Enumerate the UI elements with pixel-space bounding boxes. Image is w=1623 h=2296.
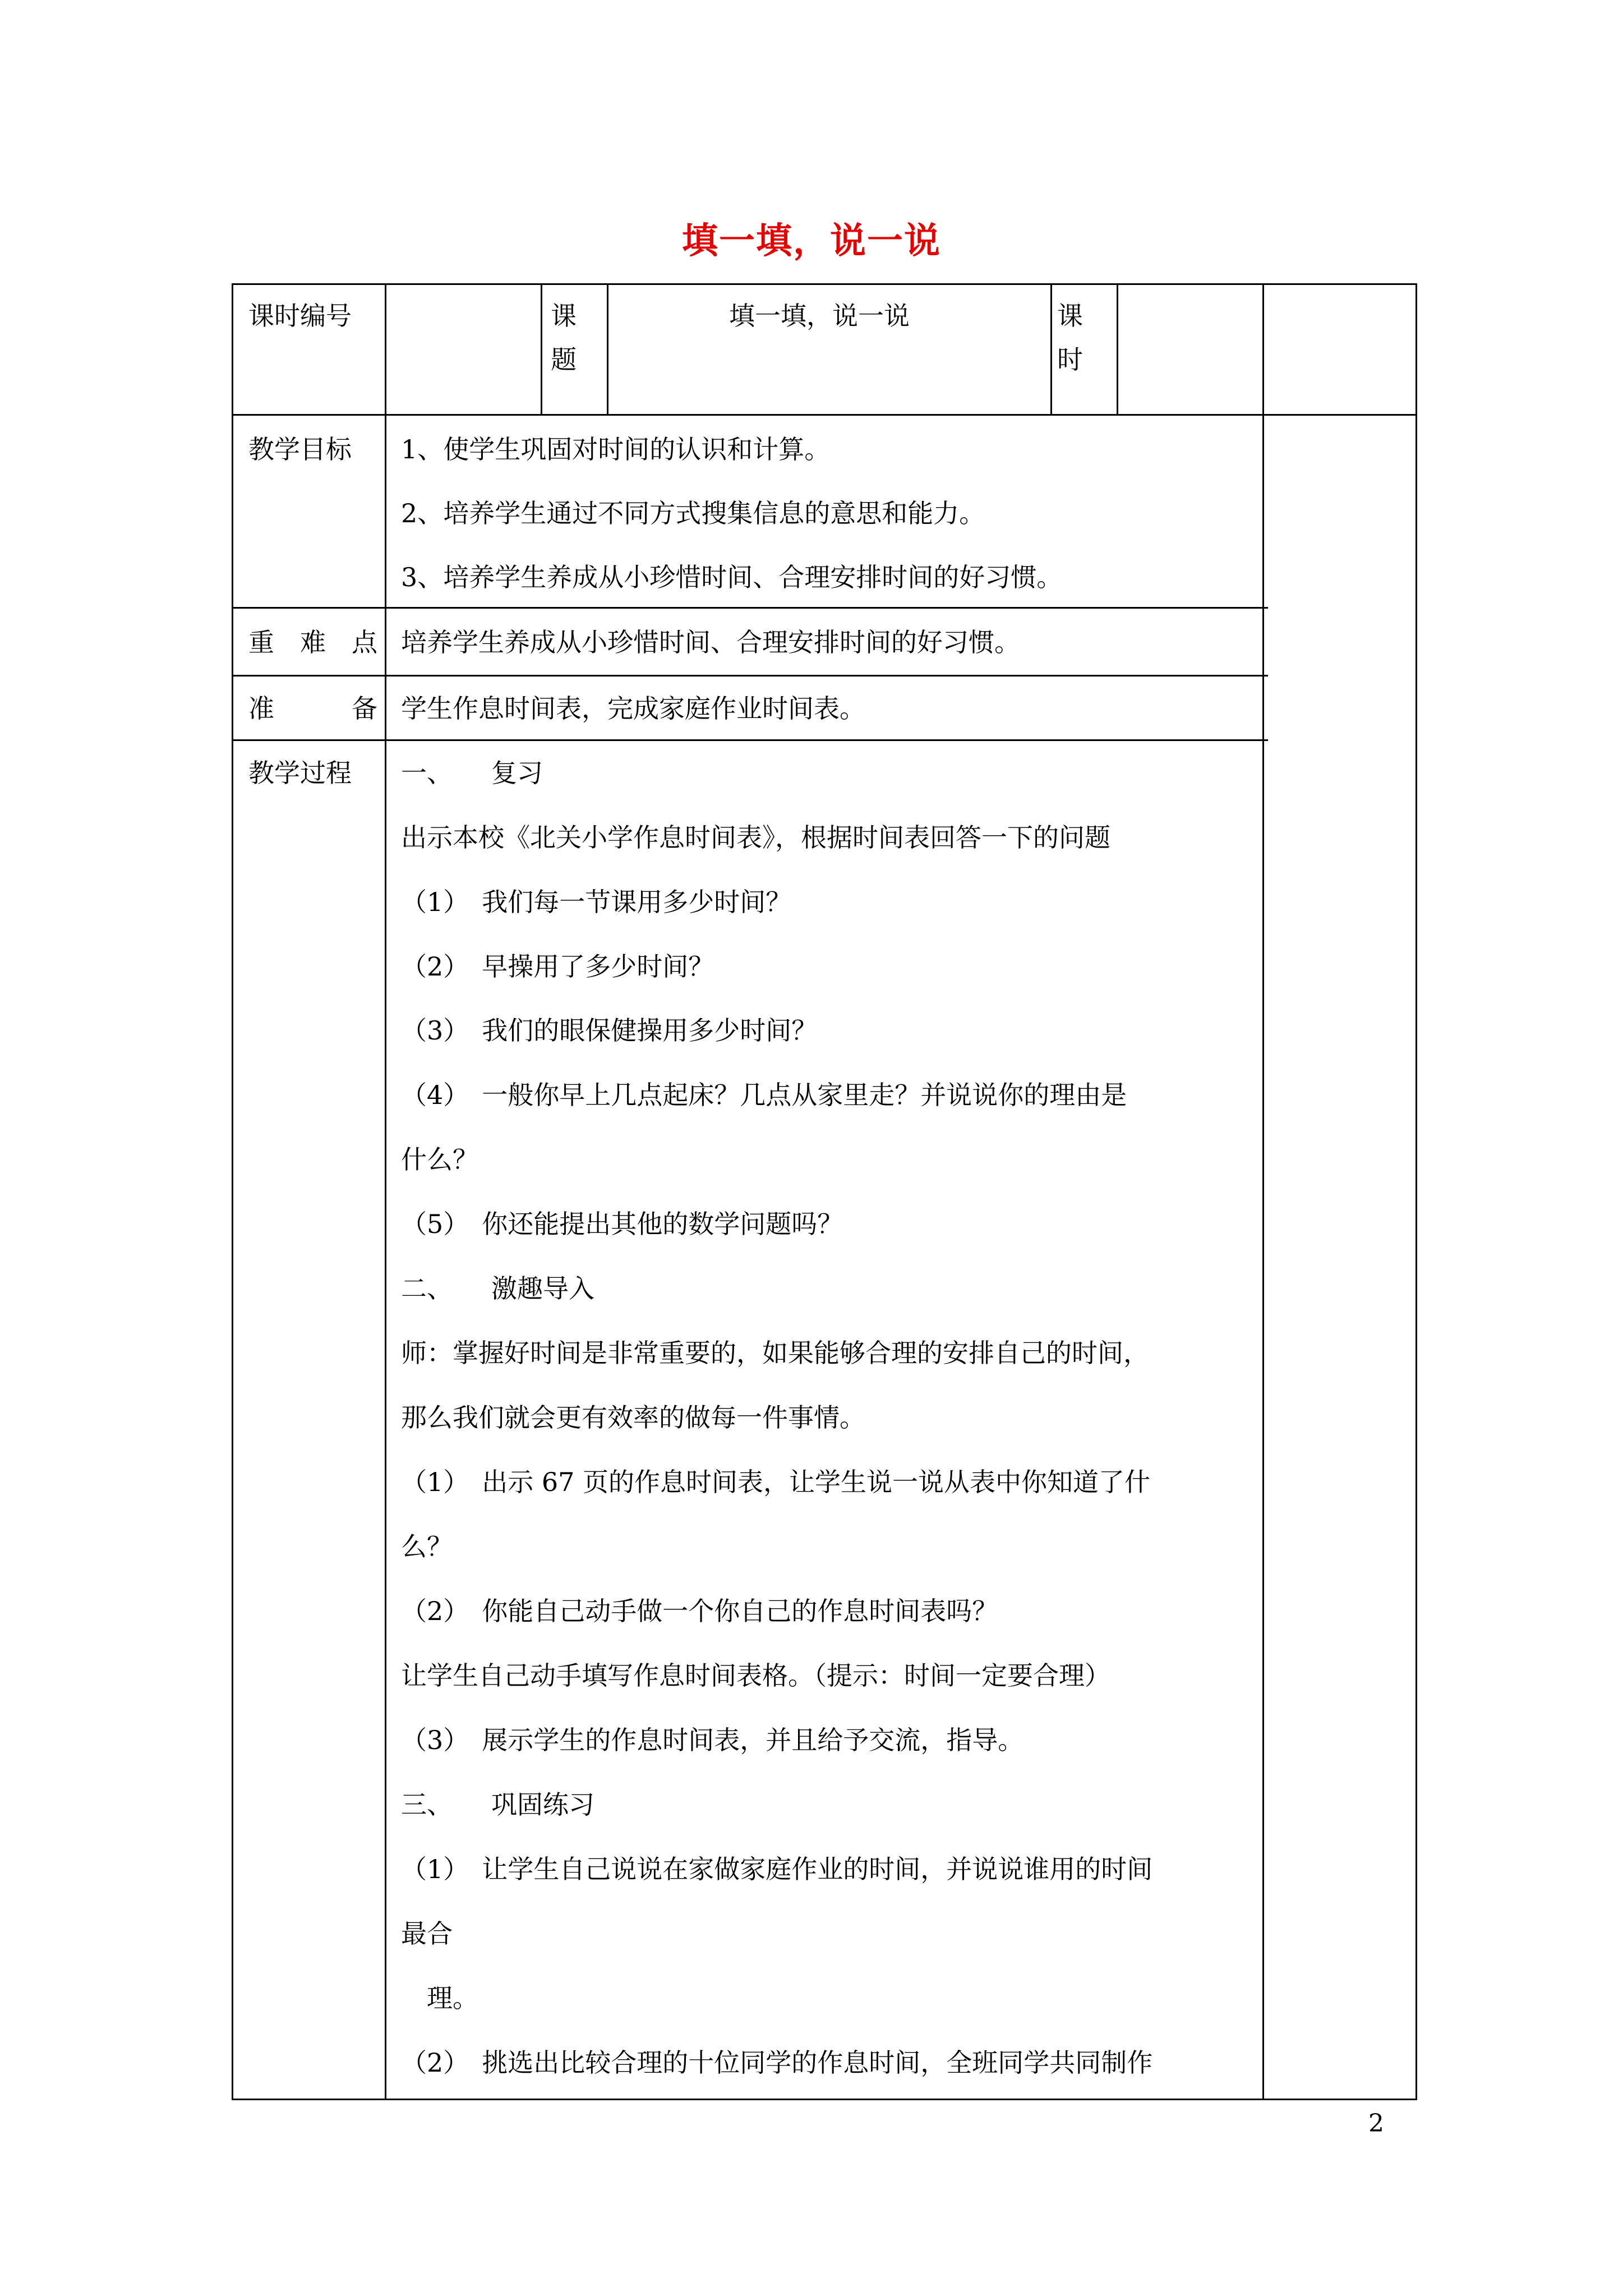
process-line: 二、 激趣导入 <box>401 1273 594 1304</box>
lesson-number-label: 课时编号 <box>248 301 352 331</box>
process-line: （2） 早操用了多少时间？ <box>401 951 714 982</box>
table-border-right <box>1415 283 1417 2100</box>
table-row-divider <box>232 675 1268 677</box>
process-line: （1） 出示 67 页的作息时间表，让学生说一说从表中你知道了什 <box>401 1467 1151 1497</box>
prep-text: 学生作息时间表，完成家庭作业时间表。 <box>401 693 865 724</box>
process-line: （2） 挑选出比较合理的十位同学的作息时间，全班同学共同制作 <box>401 2047 1153 2078</box>
prep-label: 准 备 <box>248 693 377 724</box>
table-col-divider <box>1262 283 1264 2100</box>
goal-item: 3、培养学生养成从小珍惜时间、合理安排时间的好习惯。 <box>401 562 1063 592</box>
process-line: 什么？ <box>401 1144 478 1175</box>
process-line: （3） 我们的眼保健操用多少时间？ <box>401 1015 818 1046</box>
table-row-divider <box>232 414 1417 416</box>
process-line: （5） 你还能提出其他的数学问题吗？ <box>401 1209 843 1239</box>
table-col-divider <box>541 283 542 416</box>
process-line: 么？ <box>401 1531 453 1562</box>
process-line: 最合 <box>401 1918 453 1949</box>
key-points-text: 培养学生养成从小珍惜时间、合理安排时间的好习惯。 <box>401 627 1020 657</box>
table-border-top <box>232 283 1417 285</box>
table-row-divider <box>232 607 1268 609</box>
goal-item: 1、使学生巩固对时间的认识和计算。 <box>401 434 831 464</box>
topic-label-line2: 题 <box>551 344 577 375</box>
process-line: 理。 <box>401 1983 478 2013</box>
process-line: （2） 你能自己动手做一个你自己的作息时间表吗？ <box>401 1596 998 1626</box>
process-line: 出示本校《北关小学作息时间表》，根据时间表回答一下的问题 <box>401 822 1110 853</box>
table-col-divider <box>1117 283 1118 416</box>
process-line: （1） 我们每一节课用多少时间？ <box>401 887 792 917</box>
page-number: 2 <box>1368 2109 1384 2138</box>
process-line: 让学生自己动手填写作息时间表格。（提示：时间一定要合理） <box>401 1660 1110 1691</box>
topic-label-line1: 课 <box>551 301 577 331</box>
period-label-line2: 时 <box>1057 344 1083 375</box>
goal-item: 2、培养学生通过不同方式搜集信息的意思和能力。 <box>401 498 985 528</box>
table-col-divider <box>1050 283 1052 416</box>
period-label-line1: 课 <box>1057 301 1083 331</box>
process-label: 教学过程 <box>248 758 352 788</box>
process-line: （1） 让学生自己说说在家做家庭作业的时间，并说说谁用的时间 <box>401 1854 1153 1884</box>
table-col-divider <box>607 283 608 416</box>
table-col-divider <box>385 283 386 2100</box>
key-points-label: 重 难 点 <box>248 627 377 657</box>
process-line: 三、 巩固练习 <box>401 1789 594 1820</box>
topic-value: 填一填，说一说 <box>729 301 910 331</box>
process-line: （4） 一般你早上几点起床？几点从家里走？并说说你的理由是 <box>401 1080 1127 1110</box>
document-title: 填一填，说一说 <box>682 220 941 262</box>
goals-label: 教学目标 <box>248 434 352 464</box>
process-line: 师：掌握好时间是非常重要的，如果能够合理的安排自己的时间， <box>401 1338 1149 1368</box>
table-row-divider <box>232 739 1268 741</box>
process-line: 那么我们就会更有效率的做每一件事情。 <box>401 1402 865 1433</box>
process-line: （3） 展示学生的作息时间表，并且给予交流，指导。 <box>401 1725 1024 1755</box>
process-line: 一、 复习 <box>401 758 543 788</box>
table-border-left <box>232 283 233 2100</box>
table-border-bottom <box>232 2099 1417 2100</box>
